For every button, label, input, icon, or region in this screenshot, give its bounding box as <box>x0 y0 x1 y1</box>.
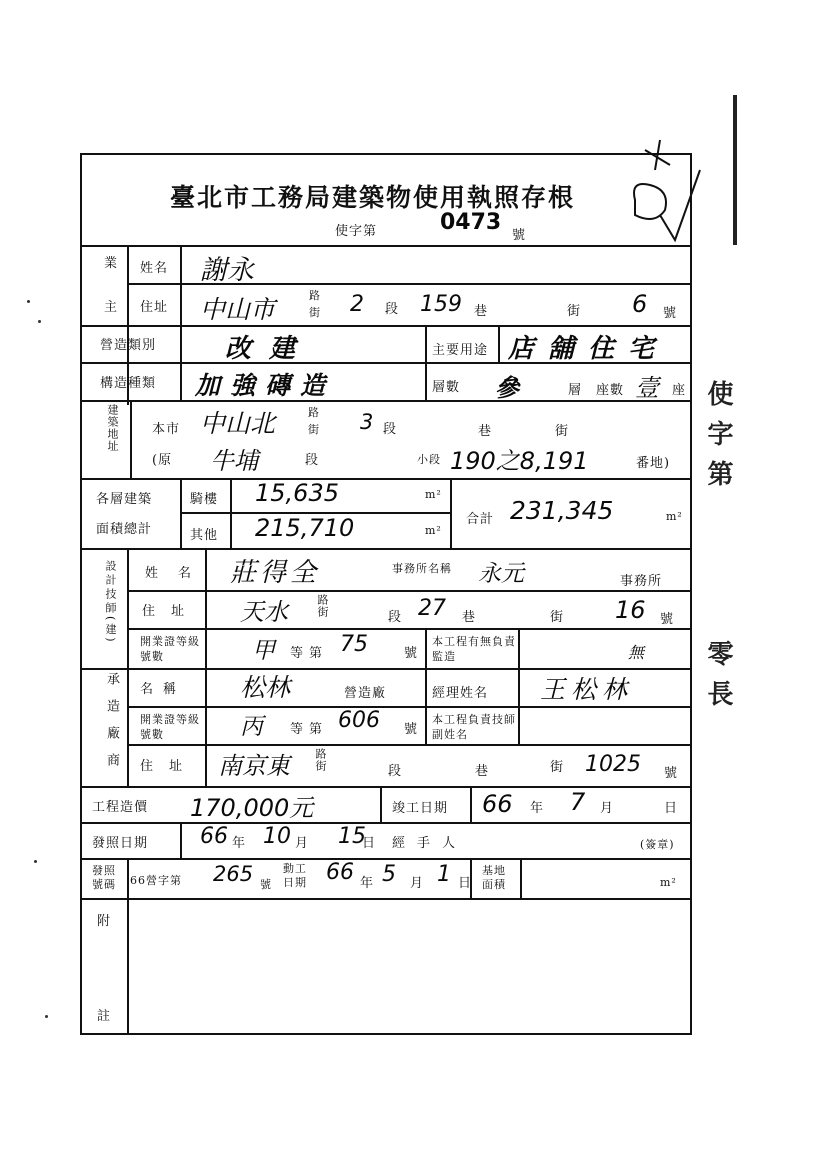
contractor-name-label: 名稱 <box>140 682 187 697</box>
contractor-name-suffix: 營造廠 <box>344 686 387 701</box>
designer-license-mid: 等第 <box>290 646 329 661</box>
owner-address-city: 中山市 <box>200 295 276 324</box>
start-date-label: 動工日期 <box>283 862 307 889</box>
structure-value: 加強磚造 <box>195 371 336 400</box>
floors-value: 參 <box>495 374 519 402</box>
designer-name: 莊得全 <box>230 558 321 588</box>
start-year-label: 年 <box>360 876 375 891</box>
site-road-label: 路 <box>308 406 320 419</box>
site-orig-label: (原 <box>152 453 173 468</box>
contractor-license-label: 開業證等級號數 <box>140 713 200 741</box>
start-license-prefix: 66營字第 <box>130 874 182 887</box>
contractor-name: 松林 <box>240 673 291 702</box>
designer-license-suffix: 號 <box>404 646 419 661</box>
owner-lane-value: 159 <box>420 292 462 317</box>
issue-year: 66 <box>200 824 228 849</box>
site-alley-label: 街 <box>555 424 570 439</box>
site-road-value: 中山北 <box>200 409 276 438</box>
designer-license-grade: 甲 <box>252 638 275 664</box>
start-license-suffix: 號 <box>260 878 272 891</box>
area-other-unit: m² <box>425 524 442 537</box>
main-use-value: 店舖住宅 <box>508 334 669 364</box>
designer-number-label: 號 <box>660 612 675 627</box>
structure-label: 構造種類 <box>100 376 157 391</box>
scan-speck <box>38 320 41 323</box>
area-label-1: 各層建築 <box>96 492 153 507</box>
start-day-label: 日 <box>458 876 473 891</box>
page-title: 臺北市工務局建築物使用執照存根 <box>170 183 576 212</box>
designer-license-label: 開業證等級號數 <box>140 635 200 663</box>
start-day: 1 <box>437 862 451 887</box>
contractor-engineer-label: 本工程負責技師副姓名 <box>432 713 516 741</box>
site-lane-label: 巷 <box>478 424 493 439</box>
owner-road-label: 路 <box>309 289 321 302</box>
site-orig-section-label: 段 <box>305 453 320 468</box>
base-area-unit: m² <box>660 876 677 889</box>
site-section-value: 3 <box>360 410 374 434</box>
designer-address-label: 住址 <box>142 604 201 619</box>
main-use-label: 主要用途 <box>432 343 489 358</box>
contractor-manager-label: 經理姓名 <box>432 686 489 701</box>
construction-type-label: 營造類別 <box>100 338 157 353</box>
cost-value: 170,000元 <box>190 794 314 822</box>
area-porch-unit: m² <box>425 488 442 501</box>
contractor-side-label: 承造廠商 <box>104 672 119 780</box>
contractor-number-value: 1025 <box>585 752 641 777</box>
stub-mark-right: 零長 <box>703 640 733 720</box>
issue-year-label: 年 <box>232 836 247 851</box>
completion-month: 7 <box>570 788 586 816</box>
designer-number-value: 16 <box>615 596 646 624</box>
designer-license-no: 75 <box>340 632 368 657</box>
start-license-label: 發照號碼 <box>92 864 116 891</box>
owner-name-label: 姓名 <box>140 261 169 276</box>
contractor-manager: 王松林 <box>540 675 634 704</box>
owner-side-label-2: 主 <box>104 300 119 315</box>
owner-lane-label: 巷 <box>474 304 489 319</box>
notes-label-2: 註 <box>97 1009 112 1024</box>
issue-day: 15 <box>338 824 366 849</box>
contractor-lane-label: 巷 <box>475 764 490 779</box>
floors-unit: 層 <box>568 383 583 398</box>
designer-side-label: 設計技師(建) <box>104 560 117 645</box>
completion-year-label: 年 <box>530 801 545 816</box>
buildings-label: 座數 <box>596 383 625 398</box>
start-month-label: 月 <box>410 876 425 891</box>
scan-speck <box>27 300 30 303</box>
owner-street-label: 街 <box>309 306 321 319</box>
stub-edge <box>733 95 737 245</box>
stub-mark-left: 使字第 <box>703 380 733 500</box>
start-year: 66 <box>326 860 354 885</box>
contractor-section-label: 段 <box>388 764 403 779</box>
completion-year: 66 <box>482 790 513 818</box>
designer-office-value: 永元 <box>478 561 524 587</box>
designer-alley-label: 街 <box>550 610 565 625</box>
area-porch-label: 騎樓 <box>190 492 219 507</box>
contractor-number-label: 號 <box>664 766 679 781</box>
completion-day-label: 日 <box>664 801 679 816</box>
site-city-label: 本市 <box>152 422 181 437</box>
designer-name-label: 姓名 <box>145 566 212 581</box>
buildings-unit: 座 <box>672 383 687 398</box>
contractor-address-label: 住址 <box>140 759 199 774</box>
area-other-value: 215,710 <box>255 514 355 542</box>
owner-number-value: 6 <box>632 290 648 318</box>
owner-name: 謝永 <box>200 255 254 286</box>
area-total-unit: m² <box>666 510 683 523</box>
owner-section-value: 2 <box>350 292 364 317</box>
start-month: 5 <box>382 862 396 887</box>
scan-speck <box>34 860 37 863</box>
area-total-value: 231,345 <box>510 496 614 525</box>
designer-office-label: 事務所名稱 <box>392 562 452 575</box>
owner-alley-label: 街 <box>567 304 582 319</box>
contractor-alley-label: 街 <box>550 760 565 775</box>
designer-road-value: 天水 <box>240 598 288 626</box>
area-other-label: 其他 <box>190 528 219 543</box>
completion-label: 竣工日期 <box>392 801 449 816</box>
scan-speck <box>45 1015 48 1018</box>
area-total-label: 合計 <box>466 512 495 527</box>
seal-label: (簽章) <box>640 838 675 851</box>
owner-section-label: 段 <box>385 302 400 317</box>
contractor-license-suffix: 號 <box>404 722 419 737</box>
owner-number-label: 號 <box>663 306 678 321</box>
designer-section-label: 段 <box>388 610 403 625</box>
designer-supervise-value: 無 <box>628 643 645 662</box>
handler-label: 經手人 <box>392 836 468 851</box>
area-porch-value: 15,635 <box>255 479 339 507</box>
issue-day-label: 日 <box>362 836 377 851</box>
site-lot-label: 番地) <box>636 456 671 471</box>
permit-prefix: 使字第 <box>335 224 378 239</box>
cost-label: 工程造價 <box>92 800 149 815</box>
notes-label-1: 附 <box>97 914 112 929</box>
construction-type-value: 改建 <box>225 334 314 364</box>
floors-label: 層數 <box>432 380 461 395</box>
designer-lane-label: 巷 <box>462 610 477 625</box>
contractor-license-grade: 丙 <box>240 714 263 740</box>
designer-office-suffix: 事務所 <box>620 574 663 589</box>
issue-month-label: 月 <box>295 836 310 851</box>
owner-side-label-1: 業 <box>104 256 119 271</box>
contractor-license-no: 606 <box>338 708 380 733</box>
designer-supervise-label: 本工程有無負責監造 <box>432 635 516 663</box>
completion-month-label: 月 <box>600 801 615 816</box>
permit-number: 0473 <box>440 210 502 235</box>
contractor-license-mid: 等第 <box>290 722 329 737</box>
form-frame <box>80 153 692 1035</box>
site-subsection-label: 小段 <box>417 453 441 466</box>
owner-address-label: 住址 <box>140 300 169 315</box>
designer-lane-value: 27 <box>418 596 446 621</box>
site-side-label: 建築地址 <box>106 404 119 452</box>
permit-suffix: 號 <box>512 228 527 243</box>
area-label-2: 面積總計 <box>96 522 153 537</box>
designer-road-label: 路街 <box>316 594 329 618</box>
base-area-label: 基地面積 <box>482 864 506 891</box>
buildings-value: 壹 <box>635 374 659 402</box>
issue-date-label: 發照日期 <box>92 836 149 851</box>
site-orig-district: 牛埔 <box>210 447 258 475</box>
contractor-road-value: 南京東 <box>218 752 290 780</box>
start-license-no: 265 <box>213 862 254 886</box>
site-street-label: 街 <box>308 423 320 436</box>
site-section-label: 段 <box>383 422 398 437</box>
issue-month: 10 <box>263 824 291 849</box>
site-lot-value: 190之8,191 <box>450 447 589 475</box>
contractor-road-label: 路街 <box>314 748 327 772</box>
